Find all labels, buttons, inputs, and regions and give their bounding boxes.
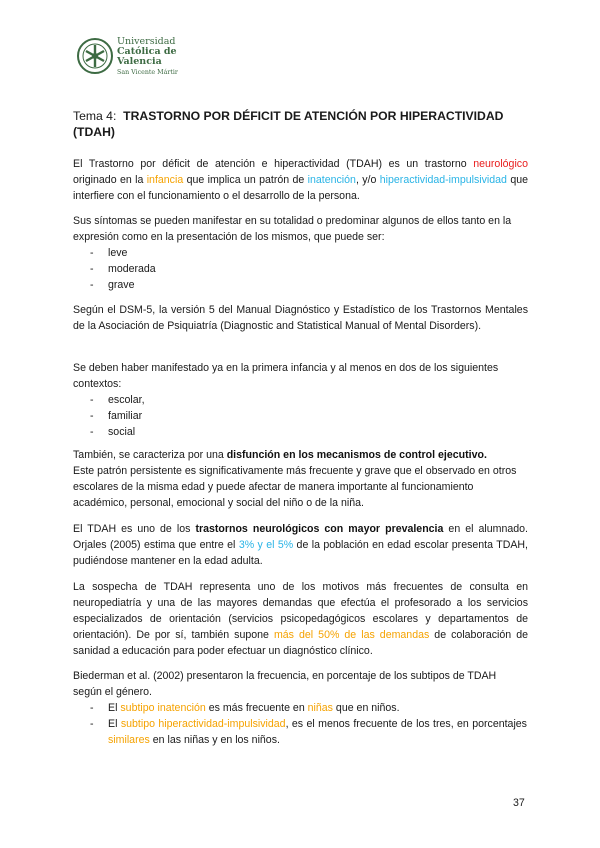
text: , es el menos frecuente de los tres, en porcentajes bbox=[285, 718, 527, 730]
page-title bbox=[73, 108, 527, 140]
highlight-subtipo-inatencion: subtipo inatención bbox=[120, 702, 206, 714]
text: También, se caracteriza por una bbox=[73, 449, 227, 461]
list-item bbox=[90, 716, 527, 748]
title-text: TRASTORNO POR DÉFICIT DE ATENCIÓN POR HIPERACTIVIDAD (TDAH) bbox=[73, 109, 504, 139]
text: de la población en edad escolar presenta TDAH, pudiéndose mantener en la edad adulta. bbox=[73, 539, 528, 567]
highlight-subtipo-hiperactividad: subtipo hiperactividad-impulsividad bbox=[120, 718, 286, 730]
bold-trastornos: trastornos neurológicos con mayor bbox=[195, 523, 386, 535]
university-crest-icon bbox=[76, 37, 114, 75]
text: en las niñas y en los niños. bbox=[149, 734, 280, 746]
paragraph-definition bbox=[73, 156, 528, 204]
paragraph-consultation bbox=[73, 579, 528, 659]
text: El bbox=[108, 702, 121, 714]
subtypes-list bbox=[90, 700, 527, 748]
highlight-infancia: infancia bbox=[146, 174, 184, 186]
text: Este patrón persistente es significativamente más frecuente y grave que el observado en otros escolares de la misma edad y puede afectar de manera importante al funcionamiento académico, personal, emocional y social del niño o de la niña. bbox=[73, 465, 517, 509]
highlight-hiperactividad: hiperactividad-impulsividad bbox=[379, 174, 507, 186]
list-item: - social bbox=[90, 424, 145, 440]
list-item: - grave bbox=[90, 277, 156, 293]
list-item: - familiar bbox=[90, 408, 145, 424]
text: que interfiere con el funcionamiento o el desarrollo de la persona. bbox=[73, 174, 528, 202]
list-item bbox=[90, 700, 527, 716]
text: que en niños. bbox=[332, 702, 400, 714]
paragraph-executive-control bbox=[73, 447, 528, 511]
text: El Trastorno por déficit de atención e hiperactividad (TDAH) es un trastorno bbox=[73, 158, 474, 170]
text: El TDAH es uno de los bbox=[73, 523, 196, 535]
highlight-similares: similares bbox=[108, 734, 150, 746]
highlight-percentage: 3% y el 5% bbox=[238, 539, 294, 551]
text: en el alumnado. Orjales (2005) estima que entre el bbox=[73, 523, 528, 551]
logo-line-1: Universidad bbox=[117, 36, 176, 47]
text: de colaboración de sanidad a educación para poder efectuar un diagnóstico clínico. bbox=[73, 629, 529, 657]
paragraph-biederman: Biederman et al. (2002) presentaron la frecuencia, en porcentaje de los subtipos de TDAH según el género. bbox=[73, 670, 497, 698]
text: El bbox=[108, 718, 121, 730]
highlight-inatencion: inatención bbox=[307, 174, 356, 186]
text: originado en la bbox=[73, 174, 147, 186]
logo-line-3: Valencia bbox=[117, 56, 162, 67]
paragraph-symptoms: Sus síntomas se pueden manifestar en su totalidad o predominar algunos de ellos tanto en la expresión como en la presentación de los mismos, que puede ser: bbox=[73, 215, 512, 243]
paragraph-dsm5: Según el DSM-5, la versión 5 del Manual Diagnóstico y Estadístico de los Trastornos Mentales de la Asociación de Psiquiatría (Diagnostic and Statistical Manual of Mental Disorders). bbox=[73, 304, 528, 332]
list-item: - moderada bbox=[90, 261, 156, 277]
highlight-ninas: niñas bbox=[307, 702, 333, 714]
list-item: - escolar, bbox=[90, 392, 145, 408]
university-name bbox=[117, 37, 197, 78]
severity-list bbox=[90, 245, 156, 293]
highlight-neurologico: neurológico bbox=[473, 158, 528, 170]
contexts-list bbox=[90, 392, 145, 440]
list-item: - leve bbox=[90, 245, 156, 261]
text: , y/o bbox=[355, 174, 380, 186]
highlight-demandas: más del 50% de las demandas bbox=[273, 629, 430, 641]
university-logo bbox=[76, 37, 186, 77]
page-number: 37 bbox=[513, 797, 525, 809]
paragraph-prevalence bbox=[73, 521, 528, 569]
bold-disfuncion: disfunción en los mecanismos de control ejecutivo. bbox=[226, 449, 487, 461]
title-prefix: Tema 4: bbox=[73, 109, 117, 123]
highlight-prevalencia: prevalencia bbox=[385, 523, 444, 535]
text: que implica un patrón de bbox=[183, 174, 308, 186]
text: es más frecuente en bbox=[205, 702, 308, 714]
logo-line-2: Católica de bbox=[117, 46, 177, 57]
logo-line-4: San Vicente Mártir bbox=[117, 69, 178, 76]
paragraph-contexts: Se deben haber manifestado ya en la primera infancia y al menos en dos de los siguientes contextos: bbox=[73, 362, 499, 390]
text: La sospecha de TDAH representa uno de los motivos más frecuentes de consulta en neuropediatría y una de las mayores demandas que efectúa el profesorado a los servicios especializados de orientación (servicios psicopedagógicos escolares y departamentos de orientación). De por sí, también supone bbox=[73, 581, 528, 641]
